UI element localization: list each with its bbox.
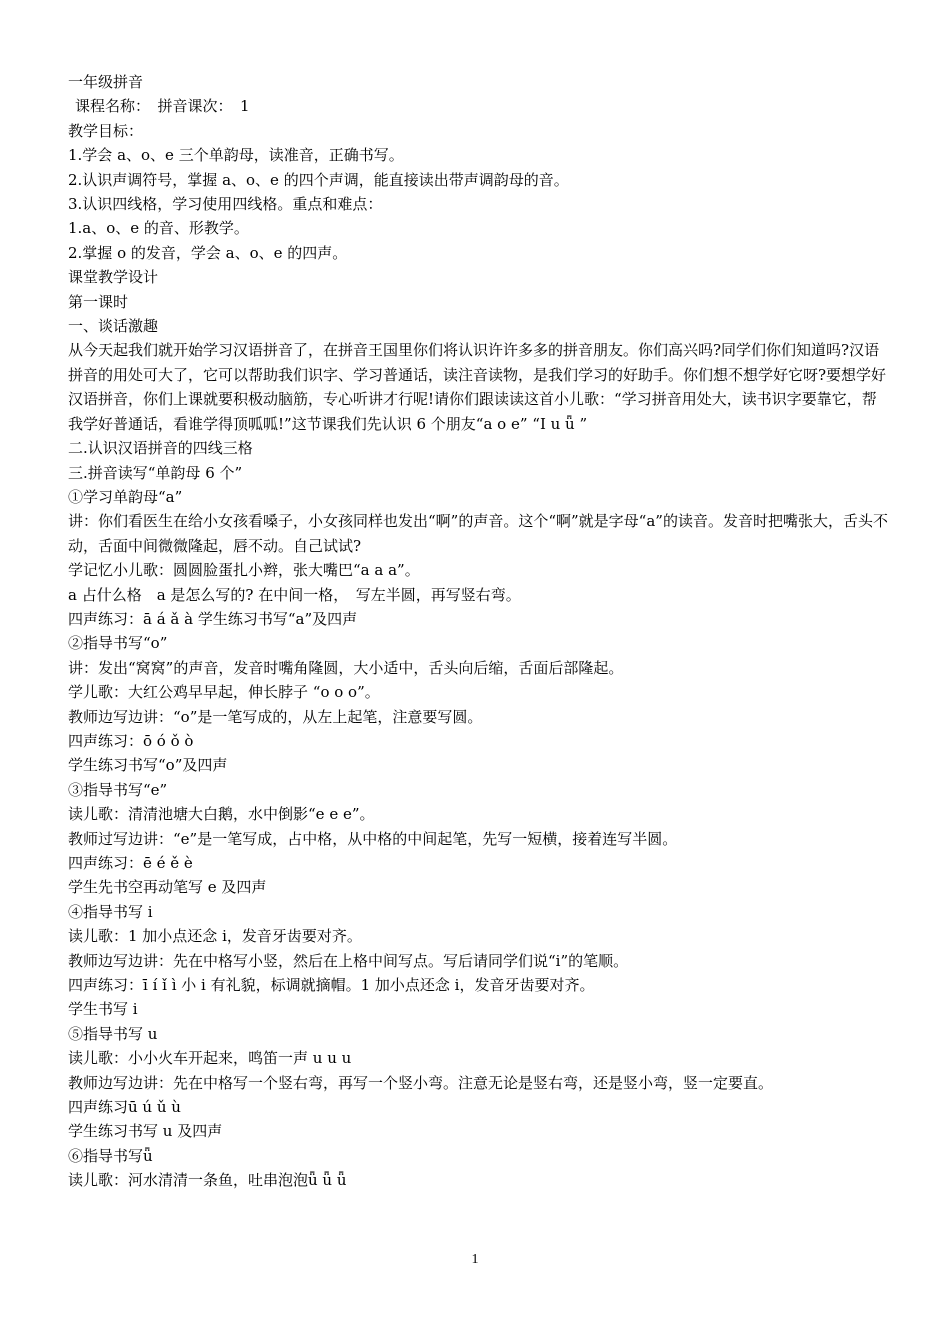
text-line: 学生先书空再动笔写 e 及四声 xyxy=(68,878,267,897)
doc-title: 一年级拼音 xyxy=(68,73,144,91)
text-line: 讲：发出“窝窝”的声音，发音时嘴角隆圆，大小适中，舌头向后缩，舌面后部隆起。 xyxy=(68,658,624,677)
text-line: 四声练习：ī í ǐ ì 小 i 有礼貌，标调就摘帽。1 加小点还念 i，发音牙齿要对齐。 xyxy=(68,976,595,995)
subsection-heading: ⑥指导书写ǖ xyxy=(68,1146,153,1165)
text-line: 读儿歌：小小火车开起来，鸣笛一声 u u u xyxy=(68,1049,352,1068)
text-line: 四声练习：ē é ě è xyxy=(68,854,193,872)
text-line: 2.认识声调符号，掌握 a、o、e 的四个声调，能直接读出带声调韵母的音。 xyxy=(68,170,569,189)
text-line: 教师边写边讲：先在中格写一个竖右弯，再写一个竖小弯。注意无论是竖右弯，还是竖小弯，竖一定要直。 xyxy=(68,1073,774,1092)
text-line: 读儿歌：1 加小点还念 i，发音牙齿要对齐。 xyxy=(68,927,362,946)
paragraph: 从今天起我们就开始学习汉语拼音了，在拼音王国里你们将认识许许多多的拼音朋友。你们高兴吗?同学们你们知道吗?汉语拼音的用处可大了，它可以帮助我们识字、学习普通话，读注音读物，是我们学习的好助手。你们想不想学好它呀?要想学好汉语拼音，你们上课就要积极动脑筋，专心听讲才行呢!请你们跟读读这首小儿歌：“学习拼音用处大，读书识字要靠它，帮我学好普通话，看谁学得顶呱呱!”这节课我们先认识 6 个朋友“a o e” “I u ǖ ” xyxy=(68,341,887,433)
text-line: 3.认识四线格，学习使用四线格。重点和难点： xyxy=(68,195,383,214)
subsection-heading: ①学习单韵母“a” xyxy=(68,487,183,506)
text-line: 学生练习书写“o”及四声 xyxy=(68,756,228,775)
text-line: 学记忆小儿歌：圆圆脸蛋扎小辫，张大嘴巴“a a a”。 xyxy=(68,561,420,580)
text-line: 四声练习ū ú ǔ ù xyxy=(68,1098,181,1117)
section-heading: 第一课时 xyxy=(68,292,129,311)
course-info: 课程名称： 拼音课次： 1 xyxy=(75,97,250,116)
section-heading: 课堂教学设计 xyxy=(68,268,159,287)
text-line: 四声练习：ā á ǎ à 学生练习书写“a”及四声 xyxy=(68,609,358,628)
text-line: 2.掌握 o 的发音，学会 a、o、e 的四声。 xyxy=(68,243,348,262)
section-heading: 一、谈话激趣 xyxy=(68,317,159,336)
text-line: a 占什么格 a 是怎么写的? 在中间一格， 写左半圆，再写竖右弯。 xyxy=(68,585,521,604)
section-heading: 三.拼音读写“单韵母 6 个” xyxy=(68,463,243,482)
text-line: 1.学会 a、o、e 三个单韵母，读准音，正确书写。 xyxy=(68,146,404,165)
text-line: 读儿歌：清清池塘大白鹅，水中倒影“e e e”。 xyxy=(68,805,375,824)
text-line: 读儿歌：河水清清一条鱼，吐串泡泡ǖ ǖ ǖ xyxy=(68,1171,347,1190)
section-heading: 教学目标： xyxy=(68,121,144,140)
page-number: 1 xyxy=(471,1252,479,1267)
text-line: 教师边写边讲：先在中格写小竖，然后在上格中间写点。写后请同学们说“i”的笔顺。 xyxy=(68,951,629,970)
text-line: 教师边写边讲：“o”是一笔写成的，从左上起笔，注意要写圆。 xyxy=(68,707,483,726)
subsection-heading: ⑤指导书写 u xyxy=(68,1024,158,1043)
text-line: 四声练习：ō ó ǒ ò xyxy=(68,731,194,750)
subsection-heading: ②指导书写“o” xyxy=(68,634,168,653)
text-line: 学生练习书写 u 及四声 xyxy=(68,1122,223,1141)
text-line: 1.a、o、e 的音、形教学。 xyxy=(68,219,249,238)
section-heading: 二.认识汉语拼音的四线三格 xyxy=(68,439,253,458)
text-line: 教师过写边讲：“e”是一笔写成，占中格，从中格的中间起笔，先写一短横，接着连写半圆。 xyxy=(68,829,678,848)
text-line: 学儿歌：大红公鸡早早起，伸长脖子 “o o o”。 xyxy=(68,683,380,702)
document-body xyxy=(68,70,888,1193)
paragraph: 讲：你们看医生在给小女孩看嗓子，小女孩同样也发出“啊”的声音。这个“啊”就是字母“a”的读音。发音时把嘴张大，舌头不动，舌面中间微微隆起，唇不动。自己试试? xyxy=(68,512,888,555)
subsection-heading: ③指导书写“e” xyxy=(68,780,168,799)
text-line: 学生书写 i xyxy=(68,1000,138,1019)
subsection-heading: ④指导书写 i xyxy=(68,902,153,921)
